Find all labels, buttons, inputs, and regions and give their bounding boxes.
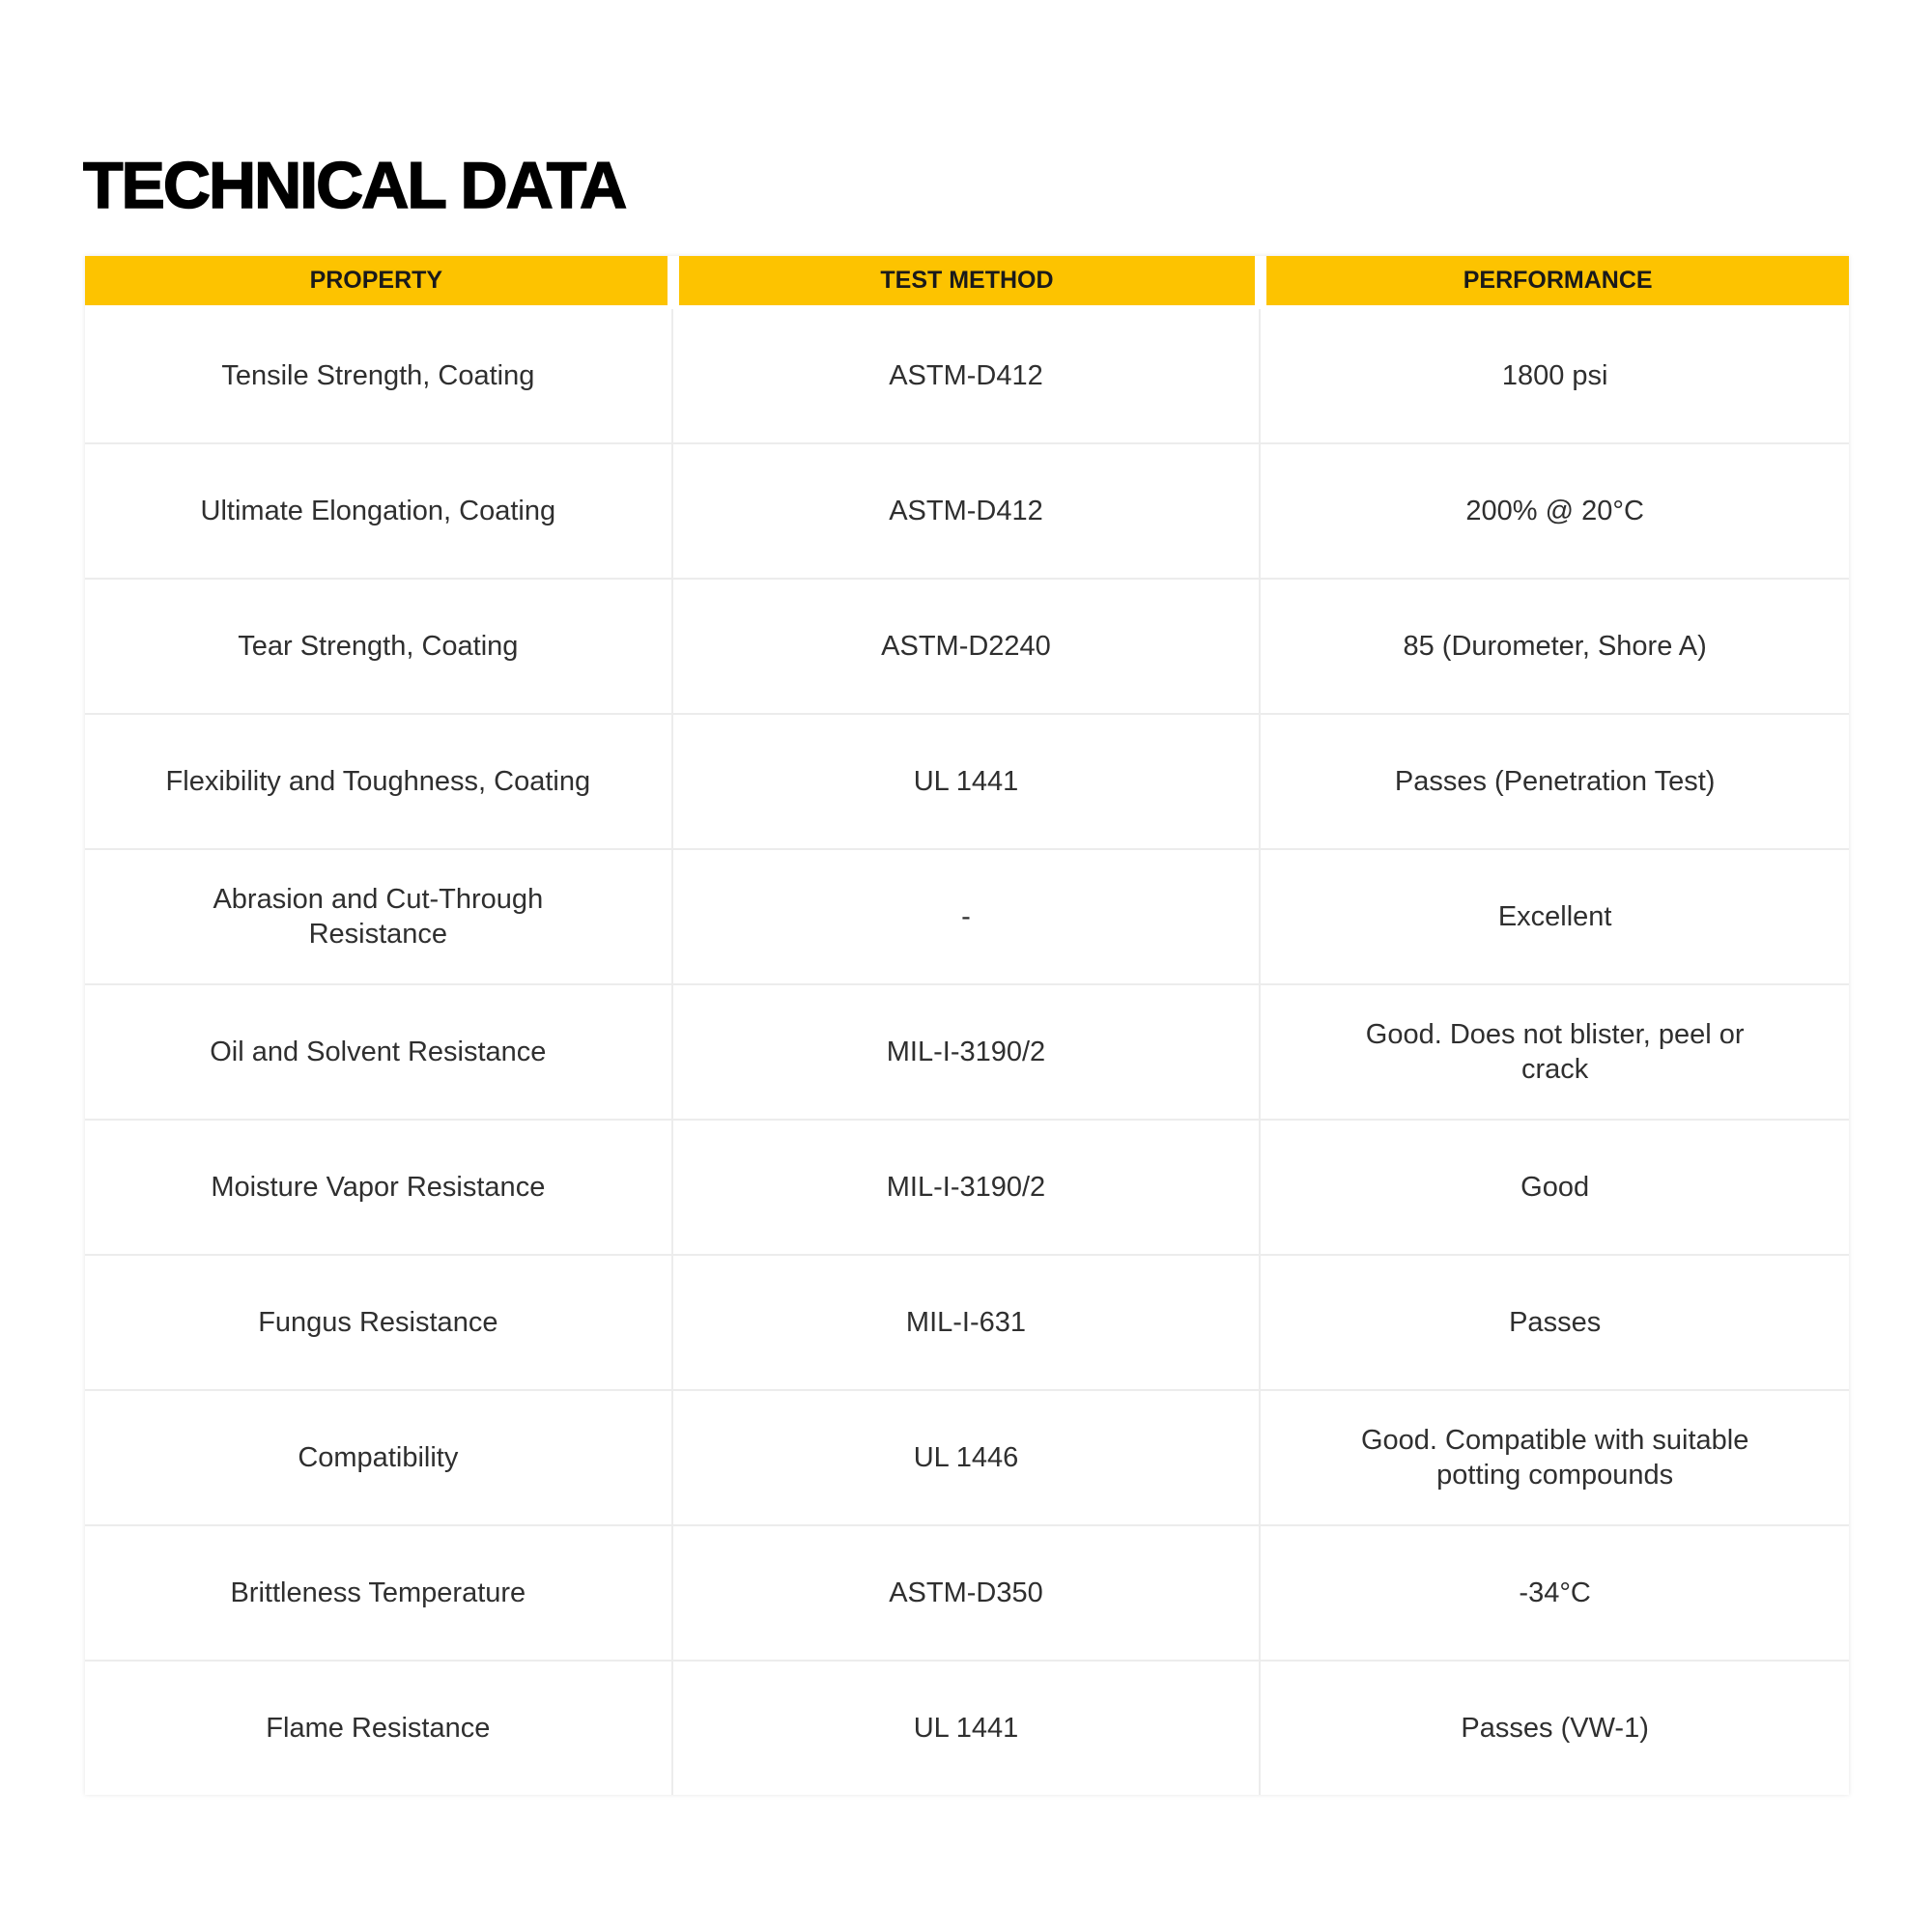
cell-performance: 200% @ 20°C bbox=[1261, 444, 1849, 580]
cell-test-method: UL 1441 bbox=[673, 1662, 1262, 1795]
cell-test-method: ASTM-D2240 bbox=[673, 580, 1262, 715]
header-property: PROPERTY bbox=[85, 256, 673, 309]
cell-performance: Passes bbox=[1261, 1256, 1849, 1391]
cell-performance: 85 (Durometer, Shore A) bbox=[1261, 580, 1849, 715]
cell-performance: Passes (Penetration Test) bbox=[1261, 715, 1849, 850]
cell-test-method: ASTM-D412 bbox=[673, 444, 1262, 580]
cell-property: Ultimate Elongation, Coating bbox=[85, 444, 673, 580]
cell-property: Moisture Vapor Resistance bbox=[85, 1121, 673, 1256]
header-row bbox=[85, 256, 1849, 309]
header-performance: PERFORMANCE bbox=[1261, 256, 1849, 309]
cell-performance: -34°C bbox=[1261, 1526, 1849, 1662]
table-row bbox=[85, 1391, 1849, 1526]
header-test-method: TEST METHOD bbox=[673, 256, 1262, 309]
cell-performance: Good bbox=[1261, 1121, 1849, 1256]
cell-performance: Good. Does not blister, peel or crack bbox=[1261, 985, 1849, 1121]
table-row bbox=[85, 309, 1849, 444]
cell-property: Oil and Solvent Resistance bbox=[85, 985, 673, 1121]
cell-property: Compatibility bbox=[85, 1391, 673, 1526]
cell-performance: Passes (VW-1) bbox=[1261, 1662, 1849, 1795]
cell-test-method: UL 1446 bbox=[673, 1391, 1262, 1526]
cell-test-method: - bbox=[673, 850, 1262, 985]
cell-test-method: MIL-I-3190/2 bbox=[673, 985, 1262, 1121]
cell-test-method: ASTM-D350 bbox=[673, 1526, 1262, 1662]
cell-test-method: ASTM-D412 bbox=[673, 309, 1262, 444]
table-row bbox=[85, 1526, 1849, 1662]
table-row bbox=[85, 580, 1849, 715]
table-header bbox=[85, 256, 1849, 309]
table-row bbox=[85, 1121, 1849, 1256]
table-row bbox=[85, 444, 1849, 580]
table-row bbox=[85, 1256, 1849, 1391]
cell-property: Brittleness Temperature bbox=[85, 1526, 673, 1662]
cell-performance: Excellent bbox=[1261, 850, 1849, 985]
cell-property: Flexibility and Toughness, Coating bbox=[85, 715, 673, 850]
cell-property: Flame Resistance bbox=[85, 1662, 673, 1795]
cell-test-method: MIL-I-631 bbox=[673, 1256, 1262, 1391]
table-row bbox=[85, 715, 1849, 850]
cell-property: Abrasion and Cut-Through Resistance bbox=[85, 850, 673, 985]
table-row bbox=[85, 850, 1849, 985]
cell-performance: Good. Compatible with suitable potting compounds bbox=[1261, 1391, 1849, 1526]
cell-property: Tear Strength, Coating bbox=[85, 580, 673, 715]
cell-test-method: MIL-I-3190/2 bbox=[673, 1121, 1262, 1256]
table-body bbox=[85, 309, 1849, 1795]
cell-performance: 1800 psi bbox=[1261, 309, 1849, 444]
technical-data-table bbox=[85, 256, 1849, 1795]
table-row bbox=[85, 985, 1849, 1121]
cell-property: Fungus Resistance bbox=[85, 1256, 673, 1391]
table-row bbox=[85, 1662, 1849, 1795]
cell-test-method: UL 1441 bbox=[673, 715, 1262, 850]
cell-property: Tensile Strength, Coating bbox=[85, 309, 673, 444]
page-title: TECHNICAL DATA bbox=[83, 149, 626, 222]
